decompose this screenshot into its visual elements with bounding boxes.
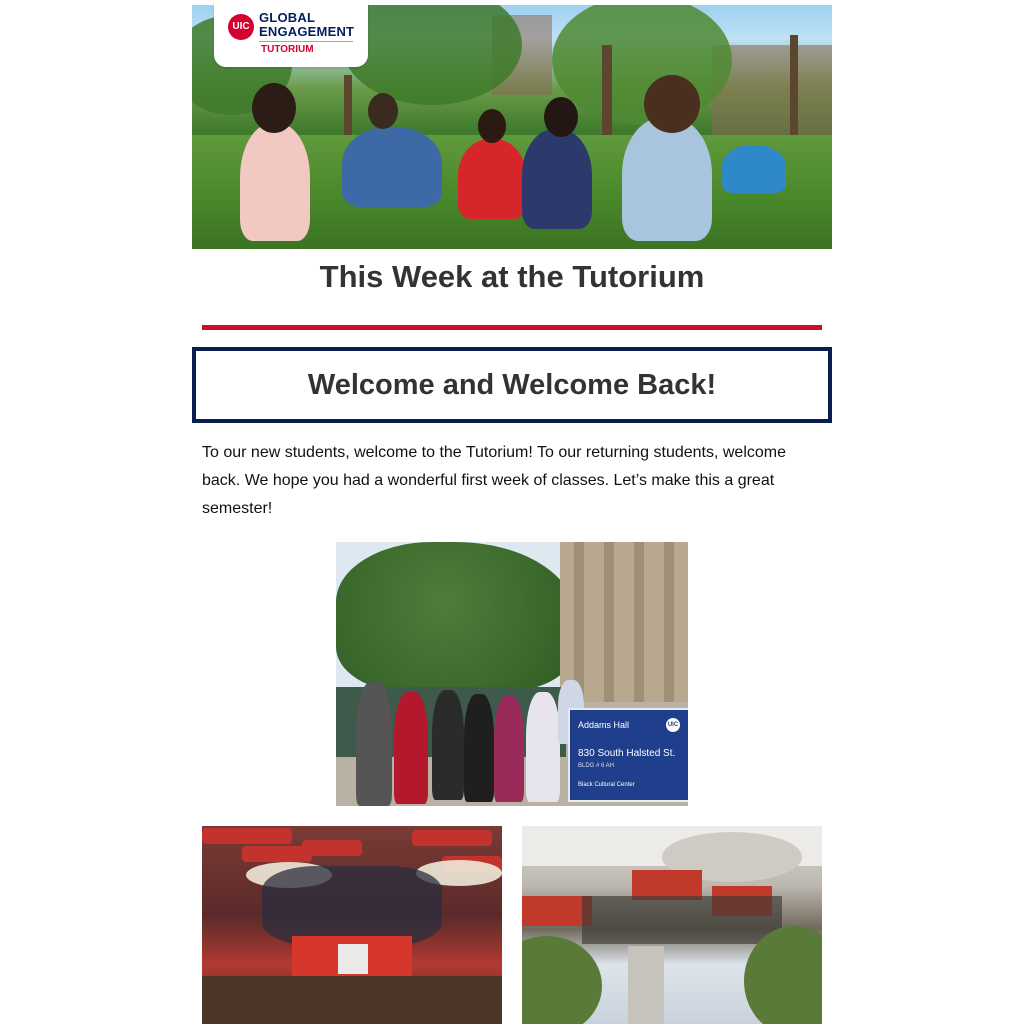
logo-divider	[259, 41, 353, 42]
logo[interactable]	[214, 0, 368, 67]
sign-note: Black Cultural Center	[578, 782, 635, 788]
uic-logo-icon: UIC	[228, 14, 254, 40]
section-heading: Welcome and Welcome Back!	[307, 368, 717, 401]
logo-text-tutorium: TUTORIUM	[261, 44, 314, 55]
intro-paragraph: To our new students, welcome to the Tutorium! To our returning students, welcome back. We hope you had a wonderful first week of classes. Let’s make this a great semester!	[202, 444, 786, 517]
logo-text-engagement: ENGAGEMENT	[259, 24, 355, 39]
sign-building-code: BLDG # 6 AH	[578, 763, 615, 769]
page-title: This Week at the Tutorium	[319, 259, 705, 294]
photo-courtyard	[522, 826, 822, 1024]
sign-uic-logo-icon: UIC	[666, 718, 680, 732]
sign-building-name: Addams Hall	[578, 720, 630, 730]
addams-hall-sign	[568, 708, 688, 802]
title-divider	[202, 325, 822, 330]
sign-address: 830 South Halsted St.	[578, 748, 676, 759]
group-photo	[336, 542, 688, 806]
logo-text-global: GLOBAL	[259, 10, 316, 25]
photo-lounge	[202, 826, 502, 1024]
section-heading-box	[192, 347, 832, 423]
